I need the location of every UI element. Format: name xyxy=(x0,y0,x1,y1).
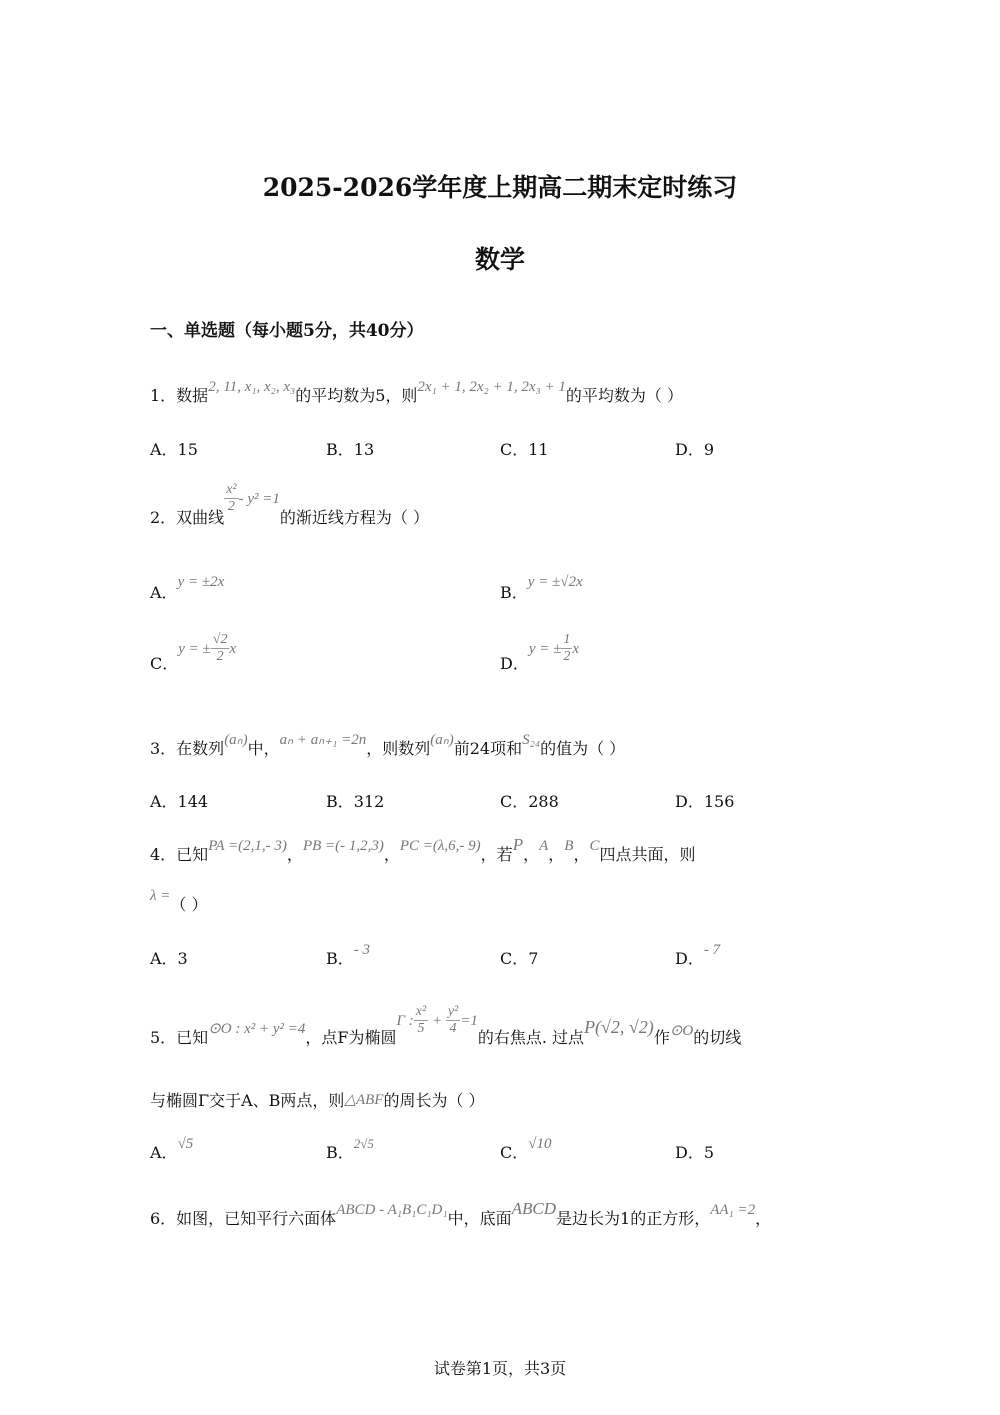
q6-solid: ABCD - A₁B₁C₁D₁ xyxy=(336,1202,448,1218)
q2-eq-rest: - y² =1 xyxy=(238,491,280,507)
q5-suffix: 的切线 xyxy=(693,1028,742,1047)
q5-circle-eq: ⊙O : x² + y² =4 xyxy=(208,1021,306,1037)
q5-option-c xyxy=(500,1136,552,1163)
q4-point-c: C xyxy=(589,838,600,854)
q4-vector-pb: PB =(- 1,2,3) xyxy=(302,838,384,854)
q2-option-d-frac xyxy=(561,632,572,665)
q4-option-d-expr: - 7 xyxy=(703,942,721,958)
q2-option-d-pre: y = ± xyxy=(528,641,562,657)
page-footer: 试卷第1页，共3页 xyxy=(433,1359,567,1378)
q4-point-b: B xyxy=(564,838,574,854)
q2-option-d-num: 1 xyxy=(563,632,571,647)
q4-lambda: λ = xyxy=(150,888,171,904)
q3-option-d: D．156 xyxy=(675,792,735,811)
q5-circle-o: ⊙O xyxy=(669,1023,694,1039)
q1-mid: 的平均数为5，则 xyxy=(295,386,418,405)
q3-relation: aₙ + aₙ₊₁ =2n xyxy=(279,732,367,748)
q4-mid: ，若 xyxy=(480,845,513,864)
q2-option-b xyxy=(500,568,583,602)
q5-ellipse-num1: x² xyxy=(415,1004,427,1019)
question-3 xyxy=(150,732,626,759)
q3-prefix: 3．在数列 xyxy=(150,739,225,758)
q5-line2-suffix: 的周长为（ ） xyxy=(383,1091,485,1110)
q2-option-d-label: D． xyxy=(500,654,529,673)
q4-suffix: 四点共面，则 xyxy=(599,845,696,864)
q4-option-b-label: B． xyxy=(326,949,354,968)
q6-base: ABCD xyxy=(511,1199,557,1218)
question-5: 5．已知⊙O : x² + y² =4，点F为椭圆Γ : $\frac{\text{x²}}{5}$ + $\frac{\text{y²}}{4}$ =1的右焦点. 过点P(√2, √2)作⊙O的切线 xyxy=(150,1004,742,1047)
q5-line2: 与椭圆Γ交于A、B两点，则 xyxy=(150,1091,345,1110)
q4-vector-pa: PA =(2,1,- 3) xyxy=(208,838,287,854)
q4-option-d-label: D． xyxy=(675,949,704,968)
q2-option-c-frac xyxy=(211,632,230,665)
exam-title: 2025-2026学年度上期高二期末定时练习 xyxy=(262,173,738,202)
q1-expr2: 2x₁ + 1, 2x₂ + 1, 2x₃ + 1 xyxy=(417,379,566,395)
q3-mid3: 前24项和 xyxy=(453,739,523,758)
q2-option-a xyxy=(150,568,225,602)
q4-option-a: A．3 xyxy=(150,949,188,968)
q3-seq2: (aₙ) xyxy=(430,732,454,748)
q5-option-a-expr: √5 xyxy=(177,1136,194,1152)
q3-mid1: 中， xyxy=(247,739,280,758)
q2-frac-den: 2 xyxy=(227,499,235,514)
q2-option-c xyxy=(150,632,237,673)
q2-option-c-num: √2 xyxy=(212,632,228,647)
q2-fraction xyxy=(224,482,238,515)
q5-option-a-label: A． xyxy=(150,1143,178,1162)
q5-option-b-label: B． xyxy=(326,1143,354,1162)
q2-option-c-den: 2 xyxy=(216,649,224,664)
q5-option-b-expr: 2√5 xyxy=(353,1136,374,1151)
q2-option-d-post: x xyxy=(572,641,580,657)
q2-option-c-post: x xyxy=(229,641,237,657)
q5-ellipse-num2: y² xyxy=(447,1004,459,1019)
q4-option-b xyxy=(326,942,371,969)
q5-ellipse-den2: 4 xyxy=(449,1021,457,1036)
q5-mid3: 作 xyxy=(653,1028,670,1047)
question-5-line2 xyxy=(150,1088,485,1111)
q4-vector-pc: PC =(λ,6,- 9) xyxy=(399,838,481,854)
question-6 xyxy=(150,1199,772,1229)
q5-ellipse-frac1 xyxy=(414,1004,428,1037)
q1-data-expr: 2, 11, x₁, x₂, x₃ xyxy=(208,379,296,395)
q5-ellipse-post: =1 xyxy=(460,1013,478,1029)
q1-suffix: 的平均数为（ ） xyxy=(565,386,683,405)
question-4-line2 xyxy=(150,888,208,915)
q5-option-d: D．5 xyxy=(675,1143,715,1162)
q2-option-b-expr: y = ±√2x xyxy=(527,574,583,590)
q2-option-c-pre: y = ± xyxy=(178,641,211,657)
q1-prefix: 1．数据 xyxy=(150,386,209,405)
q6-suffix: ， xyxy=(755,1209,772,1228)
section-heading: 一、单选题（每小题5分，共40分） xyxy=(150,321,424,341)
q2-option-c-label: C． xyxy=(150,654,179,673)
q2-option-d xyxy=(500,632,580,673)
q5-mid1: ，点F为椭圆 xyxy=(305,1028,397,1047)
q4-paren: （ ） xyxy=(170,895,208,914)
q3-option-a: A．144 xyxy=(150,792,209,811)
q2-frac-num: x² xyxy=(226,482,237,497)
q6-mid1: 中，底面 xyxy=(447,1209,512,1228)
q3-seq: (aₙ) xyxy=(224,732,248,748)
q3-option-c: C．288 xyxy=(500,792,559,811)
q2-option-a-expr: y = ±2x xyxy=(177,574,225,590)
q4-option-b-expr: - 3 xyxy=(353,942,371,958)
question-2 xyxy=(150,482,429,527)
q5-point: P(√2, √2) xyxy=(584,1017,654,1037)
q5-ellipse-den1: 5 xyxy=(417,1021,425,1036)
q3-mid2: ，则数列 xyxy=(366,739,431,758)
q4-point-a: A xyxy=(539,838,549,854)
question-1 xyxy=(150,379,683,406)
q4-point-p: P xyxy=(512,835,524,854)
q5-option-b xyxy=(326,1136,374,1163)
q5-option-a xyxy=(150,1136,194,1163)
q5-ellipse-frac2 xyxy=(446,1004,460,1037)
q6-mid2: 是边长为1的正方形， xyxy=(556,1209,711,1228)
q5-triangle: △ABF xyxy=(344,1092,384,1108)
q4-option-c: C．7 xyxy=(500,949,539,968)
q2-option-a-label: A． xyxy=(150,583,178,602)
q6-edge: AA₁ =2 xyxy=(710,1202,756,1218)
q2-suffix: 的渐近线方程为（ ） xyxy=(279,508,429,527)
subject-title: 数学 xyxy=(474,245,525,274)
q5-prefix: 5．已知 xyxy=(150,1028,209,1047)
q2-option-b-label: B． xyxy=(500,583,528,602)
q1-option-b: B．13 xyxy=(326,440,375,459)
q4-prefix: 4．已知 xyxy=(150,845,209,864)
q3-suffix: 的值为（ ） xyxy=(540,739,626,758)
q4-option-d xyxy=(675,942,721,969)
q5-option-c-expr: √10 xyxy=(528,1136,552,1152)
q5-option-c-label: C． xyxy=(500,1143,529,1162)
q1-option-d: D．9 xyxy=(675,440,715,459)
q1-option-a: A．15 xyxy=(150,440,198,459)
q6-prefix: 6．如图，已知平行六面体 xyxy=(150,1209,337,1228)
question-4: 4．已知PA =(2,1,- 3)，PB =(- 1,2,3)，PC =(λ,6,- 9)，若P，A，B，C四点共面，则 xyxy=(150,835,696,864)
q5-ellipse-pre: Γ : xyxy=(396,1013,414,1029)
q3-sum: S₂₄ xyxy=(522,732,541,748)
q3-option-b: B．312 xyxy=(326,792,385,811)
q2-option-d-den: 2 xyxy=(563,649,571,664)
q2-prefix: 2．双曲线 xyxy=(150,508,225,527)
q1-option-c: C．11 xyxy=(500,440,549,459)
q5-mid2: 的右焦点. 过点 xyxy=(477,1028,585,1047)
